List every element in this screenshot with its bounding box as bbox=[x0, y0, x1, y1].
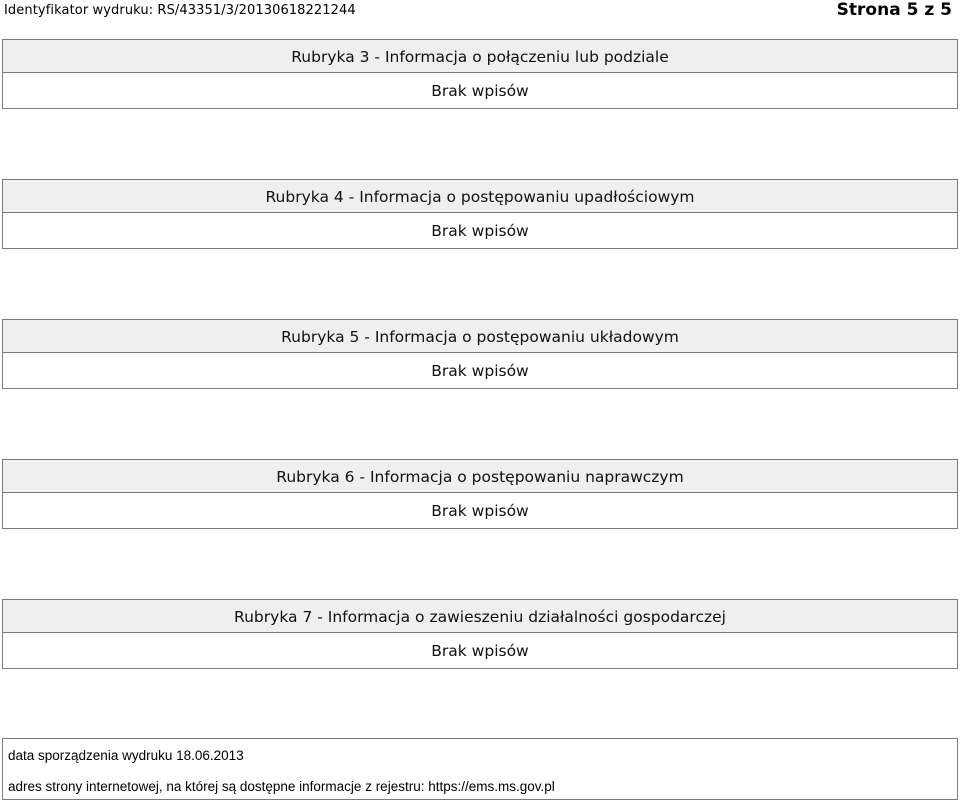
section-title: Rubryka 3 - Informacja o połączeniu lub podziale bbox=[2, 39, 958, 73]
section-body: Brak wpisów bbox=[2, 73, 958, 109]
registry-address: adres strony internetowej, na której są dostępne informacje z rejestru: https://ems.ms.gov.pl bbox=[8, 779, 555, 794]
section-title: Rubryka 4 - Informacja o postępowaniu upadłościowym bbox=[2, 179, 958, 213]
print-footer bbox=[2, 738, 958, 800]
section-rubryka-7 bbox=[2, 599, 958, 669]
section-title: Rubryka 7 - Informacja o zawieszeniu działalności gospodarczej bbox=[2, 599, 958, 633]
section-body: Brak wpisów bbox=[2, 213, 958, 249]
section-body: Brak wpisów bbox=[2, 493, 958, 529]
section-rubryka-4 bbox=[2, 179, 958, 249]
section-body: Brak wpisów bbox=[2, 633, 958, 669]
print-identifier: Identyfikator wydruku: RS/43351/3/20130618221244 bbox=[4, 3, 356, 18]
section-title: Rubryka 5 - Informacja o postępowaniu układowym bbox=[2, 319, 958, 353]
section-rubryka-6 bbox=[2, 459, 958, 529]
section-rubryka-3 bbox=[2, 39, 958, 109]
print-date: data sporządzenia wydruku 18.06.2013 bbox=[8, 748, 244, 763]
section-rubryka-5 bbox=[2, 319, 958, 389]
section-title: Rubryka 6 - Informacja o postępowaniu naprawczym bbox=[2, 459, 958, 493]
page-number: Strona 5 z 5 bbox=[836, 0, 952, 20]
section-body: Brak wpisów bbox=[2, 353, 958, 389]
